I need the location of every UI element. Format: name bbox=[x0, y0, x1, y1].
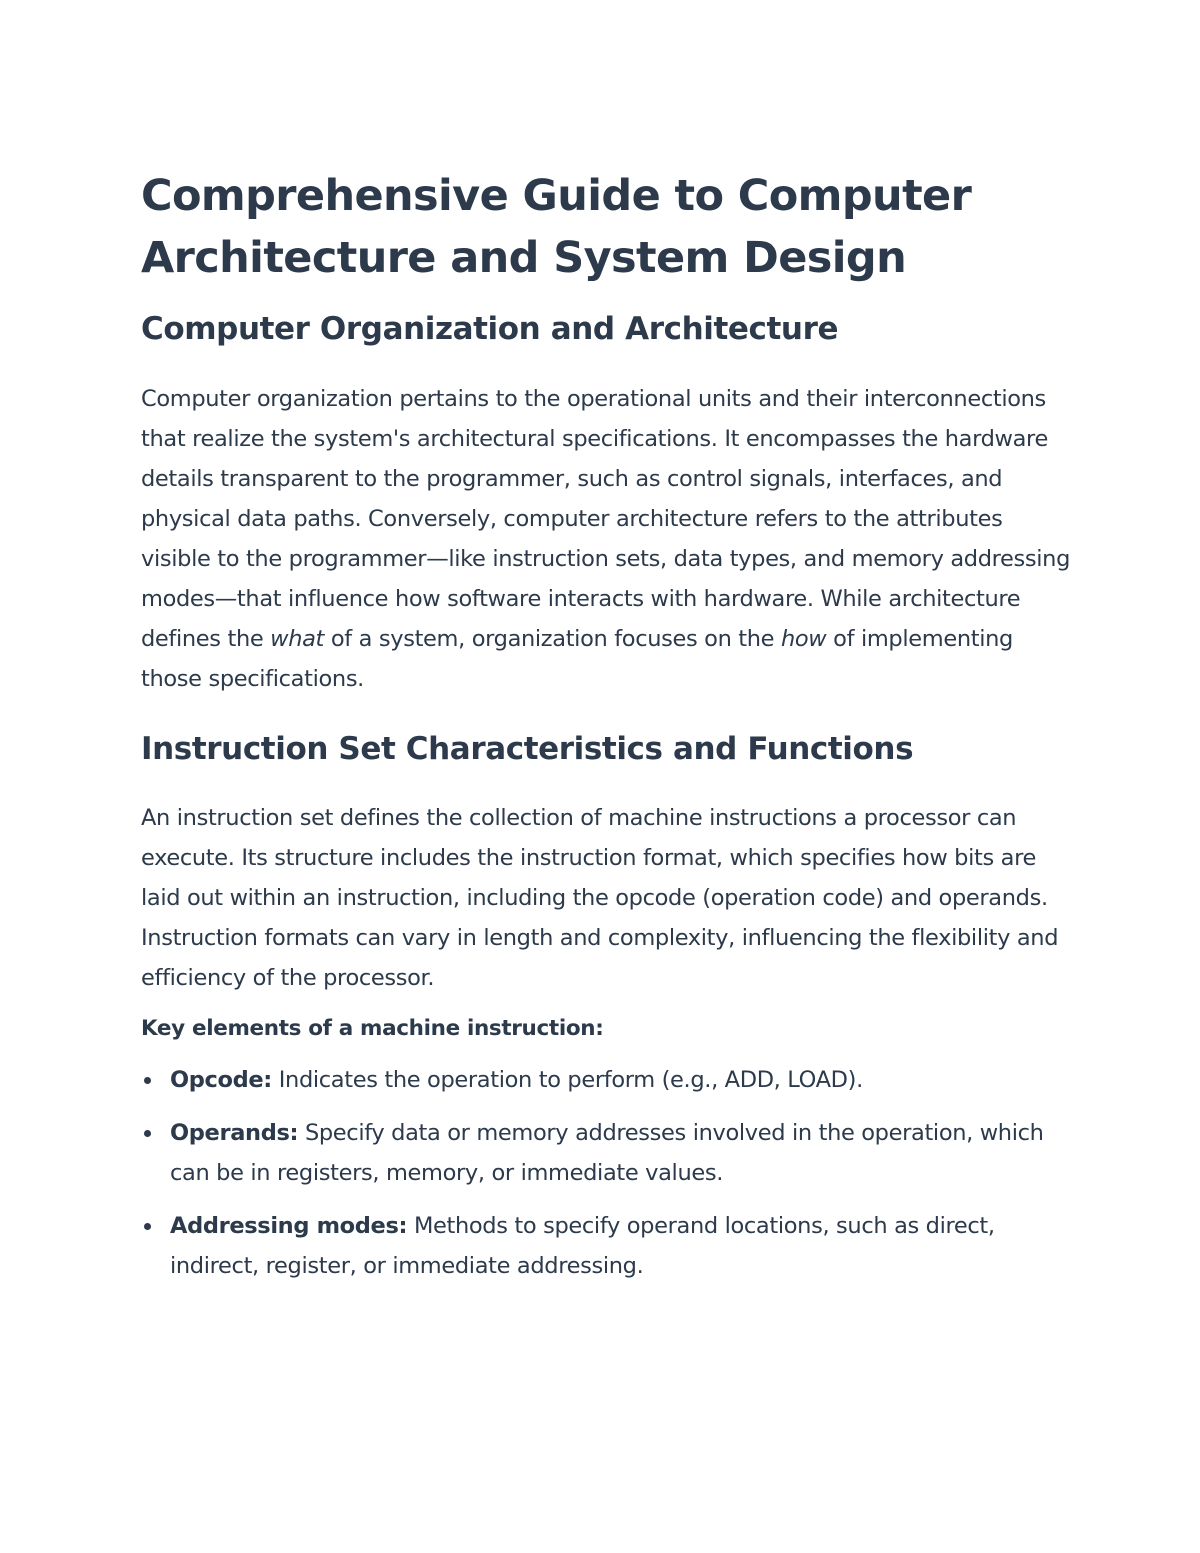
bullet-icon bbox=[144, 1077, 151, 1084]
key-elements-list bbox=[141, 1060, 1071, 1286]
list-item-operands bbox=[141, 1113, 1071, 1193]
document-title: Comprehensive Guide to Computer Architecture and System Design bbox=[141, 171, 972, 283]
section-heading-instruction-set: Instruction Set Characteristics and Functions bbox=[141, 731, 914, 767]
emphasis-how: how bbox=[780, 626, 827, 652]
instruction-set-paragraph: An instruction set defines the collection of machine instructions a processor can execute. Its structure includes the instruction format, which specifies how bits are laid out within an instruction, including the opcode (operation code) and operands. Instruction formats can vary in length and complexity, influencing the flexibility and efficiency of the processor. bbox=[141, 805, 1059, 991]
paragraph-text-part3: of implementing those specifications. bbox=[141, 626, 1013, 692]
emphasis-what: what bbox=[270, 626, 325, 652]
organization-paragraph bbox=[141, 379, 1071, 699]
list-item-term: Opcode: bbox=[170, 1067, 272, 1093]
document-page bbox=[141, 165, 1071, 1299]
bullet-icon bbox=[144, 1223, 151, 1230]
list-item-description: Indicates the operation to perform (e.g., ADD, LOAD). bbox=[271, 1067, 863, 1093]
list-item-addressing-modes bbox=[141, 1206, 1071, 1286]
section-heading-organization: Computer Organization and Architecture bbox=[141, 311, 839, 347]
bullet-icon bbox=[144, 1130, 151, 1137]
key-elements-heading: Key elements of a machine instruction: bbox=[141, 1016, 604, 1041]
list-item-description: Methods to specify operand locations, such as direct, indirect, register, or immediate addressing. bbox=[170, 1213, 995, 1279]
list-item-description: Specify data or memory addresses involved in the operation, which can be in registers, memory, or immediate values. bbox=[170, 1120, 1044, 1186]
list-item-opcode bbox=[141, 1060, 1071, 1100]
list-item-term: Operands: bbox=[170, 1120, 299, 1146]
list-item-term: Addressing modes: bbox=[170, 1213, 408, 1239]
paragraph-text-part1: Computer organization pertains to the operational units and their interconnections that realize the system's architectural specifications. It encompasses the hardware details transparent to the programmer, such as control signals, interfaces, and physical data paths. Conversely, computer architecture refers to the attributes visible to the programmer—like instruction sets, data types, and memory addressing modes—that influence how software interacts with hardware. While architecture defines the bbox=[141, 386, 1071, 652]
paragraph-text-part2: of a system, organization focuses on the bbox=[324, 626, 781, 652]
